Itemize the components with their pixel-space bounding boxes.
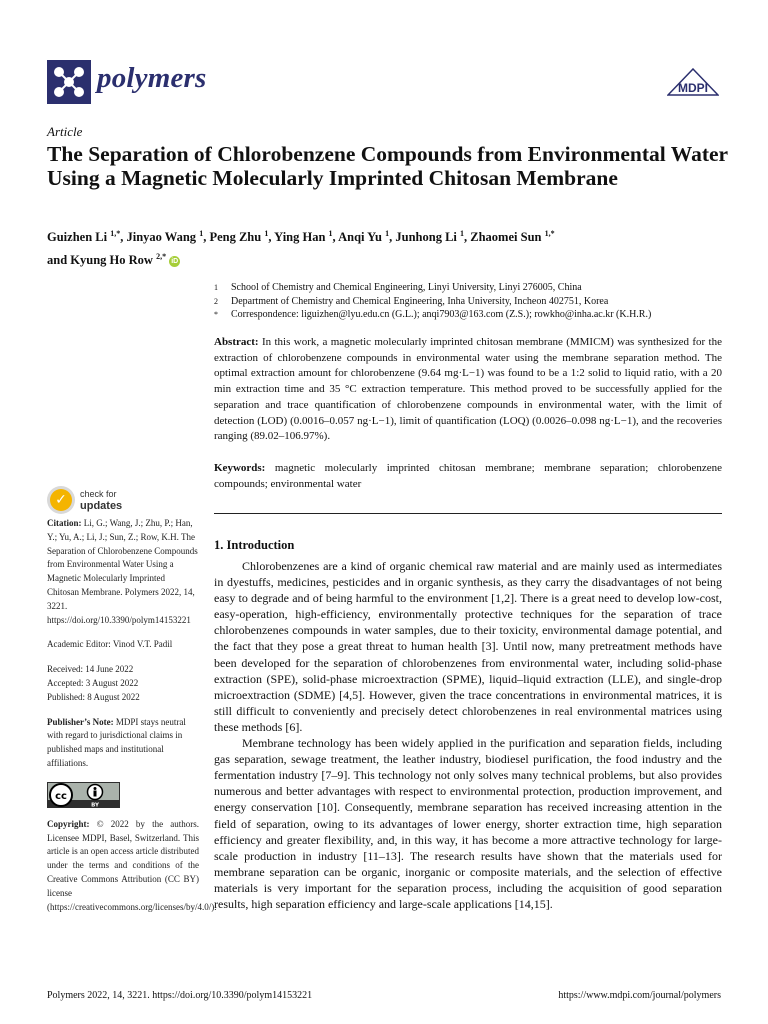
author-affiliation-mark: 1 xyxy=(264,229,269,238)
footer-citation: Polymers 2022, 14, 3221. https://doi.org/10.3390/polym14153221 xyxy=(47,990,313,1001)
abstract-text: In this work, a magnetic molecularly imprinted chitosan membrane (MMICM) was synthesized for the extraction of chlorobenzene compounds in environmental water using the membrane separation method. The optimal extraction amount for chlorobenzene (9.64 mg·L−1) was found to be a 1:2 solid to liquid ratio, with a 20 min extraction time and 35 °C extraction temperature. This method proved to be successfully applied for the separation and trace quantification of chlorobenzene compounds in environmental water, with the limit of detection (LOD) (0.0016–0.057 ng·L−1), limit of quantification (LOQ) (0.0026–0.098 ng·L−1), and the recoveries ranging (89.02–106.97%). xyxy=(214,336,722,443)
author-affiliation-mark: 1 xyxy=(328,229,333,238)
copyright-text: © 2022 by the authors. Licensee MDPI, Basel, Switzerland. This article is an open access article distributed under the terms and conditions of the Creative Commons Attribution (CC BY) license (https://creativecommons.org/licenses/by/4.0/). xyxy=(47,818,217,912)
polymers-logo-icon xyxy=(47,60,91,104)
author-name: Kyung Ho Row $^{2,*}$ iD xyxy=(70,252,179,268)
cc-by-license-icon[interactable] xyxy=(47,782,120,808)
affiliation-row xyxy=(214,308,734,322)
sidebar xyxy=(47,517,217,914)
article-type: Article xyxy=(47,124,83,139)
intro-heading: 1. Introduction xyxy=(214,538,295,552)
author-list: Guizhen Li $^{1,*}$, Jinyao Wang $^1$, Peng Zhu $^1$, Ying Han $^1$, Anqi Yu $^1$, Junhong Li $^1$, Zhaomei Sun $^{1,*}$ and Kyung Ho Row $^{2,*}$ iD xyxy=(47,229,555,268)
author-affiliation-mark: 1,* xyxy=(544,229,555,238)
footer-journal-link[interactable]: https://www.mdpi.com/journal/polymers xyxy=(558,990,721,1001)
mdpi-logo-text: MDPI xyxy=(678,81,708,95)
author-name: Zhaomei Sun $^{1,*}$ xyxy=(470,229,555,245)
article-title: The Separation of Chlorobenzene Compounds from Environmental Water Using a Magnetic Molecularly Imprinted Chitosan Membrane xyxy=(47,142,728,190)
intro-paragraph: Membrane technology has been widely applied in the purification and separation fields, including gas separation, sewage treatment, the leather industry, biodiesel purification, the food industry and the fermentation industry [7–9]. This technology not only solves many technical problems, but also provides numerous and better advantages with respect to environmental protection, production improvement, and energy conservation [10]. Consequently, membrane separation has received increasing attention in the field of separation, owing to its advantages of lower energy, shorter extraction time, high separation efficiency and greater flexibility, and, in this way, it has become a more attractive technology for large-scale production in industry [11–13]. The research results have shown that the materials used for membrane separation can be organic, inorganic or composite materials, and the selection of effective materials is very important for the separation process, including the acquisition of good separation results, high separation efficiency and large-scale applications [14,15]. xyxy=(214,736,722,911)
keywords-text: magnetic molecularly imprinted chitosan membrane; membrane separation; chlorobenzene compounds; environmental water xyxy=(214,462,722,490)
affiliation-mark: 1 xyxy=(214,283,218,292)
publisher-note-label: Publisher’s Note: xyxy=(47,716,114,727)
abstract-label: Abstract: xyxy=(214,336,259,348)
abstract xyxy=(214,335,722,445)
citation-label: Citation: xyxy=(47,518,82,528)
copyright xyxy=(47,818,217,915)
copyright-label: Copyright: xyxy=(47,818,90,829)
journal-name: polymers xyxy=(97,62,207,94)
author-name: Peng Zhu $^1$ xyxy=(209,229,269,245)
keywords xyxy=(214,461,722,492)
published-date: Published: 8 August 2022 xyxy=(47,691,140,702)
affiliation-text: School of Chemistry and Chemical Engineering, Linyi University, Linyi 276005, China xyxy=(231,282,582,293)
author-name: Junhong Li $^1$ xyxy=(395,229,465,245)
updates-line1: check for xyxy=(80,489,117,499)
affiliation-row xyxy=(214,281,734,295)
author-name: Ying Han $^1$ xyxy=(274,229,333,245)
author-affiliation-mark: 1,* xyxy=(110,229,121,238)
citation-text: Li, G.; Wang, J.; Zhu, P.; Han, Y.; Yu, A.; Li, J.; Sun, Z.; Row, K.H. The Separation of Chlorobenzene Compounds from Environmental Water Using a Magnetic Molecularly Imprinted Chitosan Membrane. Polymers 2022, 14, 3221. https://doi.org/10.3390/polym14153221 xyxy=(47,518,198,625)
section-divider xyxy=(214,513,722,514)
updates-line2: updates xyxy=(80,500,123,512)
publisher-note-text: MDPI stays neutral with regard to jurisdictional claims in published maps and institutional affiliations. xyxy=(47,716,186,768)
author-affiliation-mark: 1 xyxy=(460,229,465,238)
author-affiliation-mark: 1 xyxy=(385,229,390,238)
accepted-date: Accepted: 3 August 2022 xyxy=(47,677,139,688)
intro-body xyxy=(214,558,722,912)
checkmark-icon: ✓ xyxy=(50,489,72,511)
author-name: Guizhen Li $^{1,*}$ xyxy=(47,229,121,245)
orcid-icon[interactable]: iD xyxy=(171,258,179,266)
updates-badge-icon xyxy=(47,486,75,514)
author-affiliation-mark: 2,* xyxy=(156,252,167,262)
intro-paragraph: Chlorobenzenes are a kind of organic chemical raw material and are mainly used as intermediates in dyestuffs, medicines, pesticides and in organic synthesis, as they carry the disadvantages of not being easy to degrade and of being harmful to the environment [1,2]. There is a great need to develop low-cost, easy-operation, high-efficiency, environmentally protective techniques for the separation of trace chlorobenzenes compounds in water samples, due to their toxicity, environmental damage potential, and the fact that they pose a great threat to human health [3]. Until now, many pretreatment methods have been developed for the separation of chlorobenzenes from environmental water, including solid-phase extraction (SPE), solid-phase microextraction (SPME), liquid–liquid extraction (LLE), and single-drop microextraction (SDME) [4,5]. However, given the trace concentrations in environmental matrices, it is still difficult to conveniently and precisely detect chlorobenzenes in real environmental matrices using these methods [6]. xyxy=(214,559,722,734)
author-affiliation-mark: 1 xyxy=(199,229,204,238)
svg-text:BY: BY xyxy=(91,802,99,808)
affiliations xyxy=(214,281,734,322)
affiliation-text: Department of Chemistry and Chemical Engineering, Inha University, Incheon 402751, Korea xyxy=(231,295,609,307)
publisher-note xyxy=(47,716,199,771)
affiliation-text: Correspondence: liguizhen@lyu.edu.cn (G.L.); anqi7903@163.com (Z.S.); rowkho@inha.ac.kr (K.H.R.) xyxy=(231,309,652,320)
svg-text:cc: cc xyxy=(55,790,67,802)
citation xyxy=(47,517,199,627)
check-for-updates-button[interactable] xyxy=(47,486,167,514)
received-date: Received: 14 June 2022 xyxy=(47,664,134,675)
author-name: Anqi Yu $^1$ xyxy=(338,229,390,245)
affiliation-mark: * xyxy=(214,310,218,319)
keywords-label: Keywords: xyxy=(214,462,266,474)
affiliation-row xyxy=(214,295,734,309)
academic-editor: Academic Editor: Vinod V.T. Padil xyxy=(47,639,173,650)
affiliation-mark: 2 xyxy=(214,296,218,306)
mdpi-logo-icon xyxy=(667,68,719,96)
author-name: Jinyao Wang $^1$ xyxy=(126,229,204,245)
